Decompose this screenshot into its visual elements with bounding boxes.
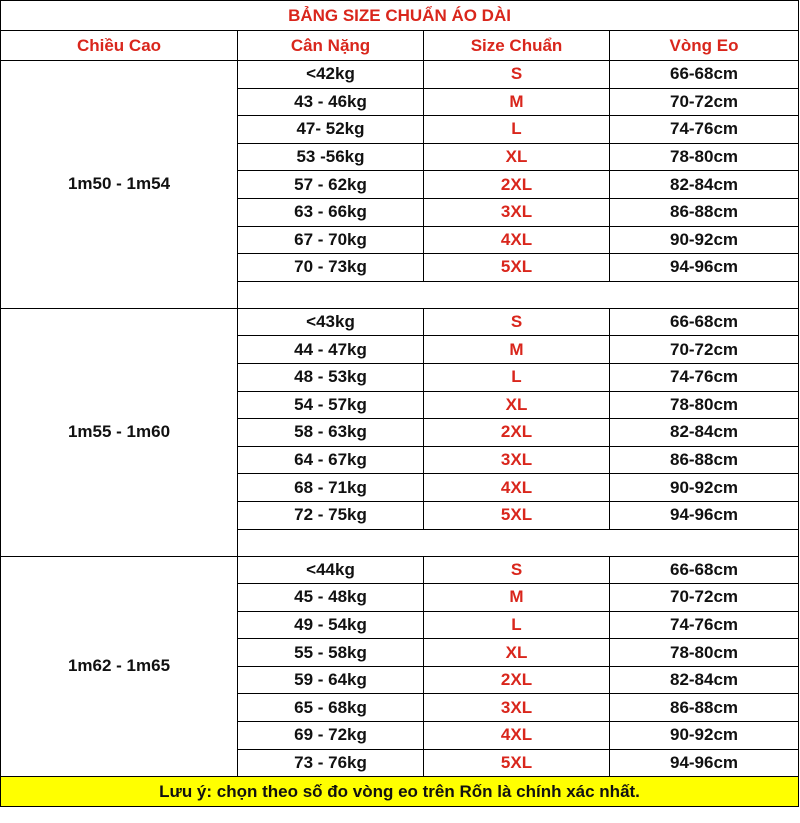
weight-cell: 54 - 57kg (238, 391, 424, 419)
waist-cell: 90-92cm (610, 722, 799, 750)
size-cell: 5XL (424, 501, 610, 529)
weight-cell: 49 - 54kg (238, 611, 424, 639)
size-cell: L (424, 611, 610, 639)
weight-cell: 58 - 63kg (238, 419, 424, 447)
waist-cell: 66-68cm (610, 556, 799, 584)
waist-cell: 94-96cm (610, 501, 799, 529)
table-row (1, 556, 799, 584)
size-cell: 3XL (424, 694, 610, 722)
waist-cell: 70-72cm (610, 584, 799, 612)
spacer-cell (238, 281, 799, 308)
size-cell: 2XL (424, 666, 610, 694)
note-text: Lưu ý: chọn theo số đo vòng eo trên Rốn là chính xác nhất. (1, 777, 799, 807)
waist-cell: 70-72cm (610, 336, 799, 364)
size-cell: S (424, 61, 610, 89)
header-size: Size Chuẩn (424, 31, 610, 61)
weight-cell: 47- 52kg (238, 116, 424, 144)
size-cell: S (424, 308, 610, 336)
table-row (1, 61, 799, 89)
size-cell: 3XL (424, 198, 610, 226)
waist-cell: 86-88cm (610, 446, 799, 474)
weight-cell: 43 - 46kg (238, 88, 424, 116)
size-cell: 4XL (424, 474, 610, 502)
waist-cell: 82-84cm (610, 666, 799, 694)
header-waist: Vòng Eo (610, 31, 799, 61)
weight-cell: 73 - 76kg (238, 749, 424, 777)
waist-cell: 90-92cm (610, 474, 799, 502)
waist-cell: 74-76cm (610, 116, 799, 144)
waist-cell: 78-80cm (610, 391, 799, 419)
height-range-cell: 1m50 - 1m54 (1, 61, 238, 309)
title-row (1, 1, 799, 31)
size-cell: M (424, 88, 610, 116)
waist-cell: 82-84cm (610, 171, 799, 199)
size-cell: L (424, 363, 610, 391)
table-row (1, 308, 799, 336)
header-weight: Cân Nặng (238, 31, 424, 61)
size-cell: XL (424, 391, 610, 419)
weight-cell: <44kg (238, 556, 424, 584)
size-cell: 5XL (424, 749, 610, 777)
weight-cell: 69 - 72kg (238, 722, 424, 750)
waist-cell: 78-80cm (610, 639, 799, 667)
weight-cell: 53 -56kg (238, 143, 424, 171)
waist-cell: 70-72cm (610, 88, 799, 116)
waist-cell: 82-84cm (610, 419, 799, 447)
weight-cell: <42kg (238, 61, 424, 89)
height-range-cell: 1m62 - 1m65 (1, 556, 238, 777)
size-cell: 4XL (424, 226, 610, 254)
weight-cell: 45 - 48kg (238, 584, 424, 612)
size-cell: 5XL (424, 254, 610, 282)
size-cell: XL (424, 143, 610, 171)
weight-cell: 44 - 47kg (238, 336, 424, 364)
size-cell: 3XL (424, 446, 610, 474)
weight-cell: 55 - 58kg (238, 639, 424, 667)
header-height: Chiều Cao (1, 31, 238, 61)
weight-cell: 64 - 67kg (238, 446, 424, 474)
size-cell: 4XL (424, 722, 610, 750)
weight-cell: <43kg (238, 308, 424, 336)
size-cell: S (424, 556, 610, 584)
weight-cell: 68 - 71kg (238, 474, 424, 502)
waist-cell: 74-76cm (610, 363, 799, 391)
header-row (1, 31, 799, 61)
size-cell: M (424, 584, 610, 612)
waist-cell: 94-96cm (610, 749, 799, 777)
waist-cell: 90-92cm (610, 226, 799, 254)
waist-cell: 86-88cm (610, 198, 799, 226)
weight-cell: 59 - 64kg (238, 666, 424, 694)
weight-cell: 70 - 73kg (238, 254, 424, 282)
weight-cell: 48 - 53kg (238, 363, 424, 391)
weight-cell: 72 - 75kg (238, 501, 424, 529)
weight-cell: 57 - 62kg (238, 171, 424, 199)
size-cell: 2XL (424, 171, 610, 199)
spacer-cell (238, 529, 799, 556)
size-cell: 2XL (424, 419, 610, 447)
waist-cell: 74-76cm (610, 611, 799, 639)
table-title: BẢNG SIZE CHUẨN ÁO DÀI (1, 1, 799, 31)
weight-cell: 65 - 68kg (238, 694, 424, 722)
height-range-cell: 1m55 - 1m60 (1, 308, 238, 556)
waist-cell: 78-80cm (610, 143, 799, 171)
note-row (1, 777, 799, 807)
size-cell: XL (424, 639, 610, 667)
size-cell: M (424, 336, 610, 364)
waist-cell: 66-68cm (610, 308, 799, 336)
size-cell: L (424, 116, 610, 144)
waist-cell: 86-88cm (610, 694, 799, 722)
waist-cell: 66-68cm (610, 61, 799, 89)
weight-cell: 67 - 70kg (238, 226, 424, 254)
weight-cell: 63 - 66kg (238, 198, 424, 226)
waist-cell: 94-96cm (610, 254, 799, 282)
